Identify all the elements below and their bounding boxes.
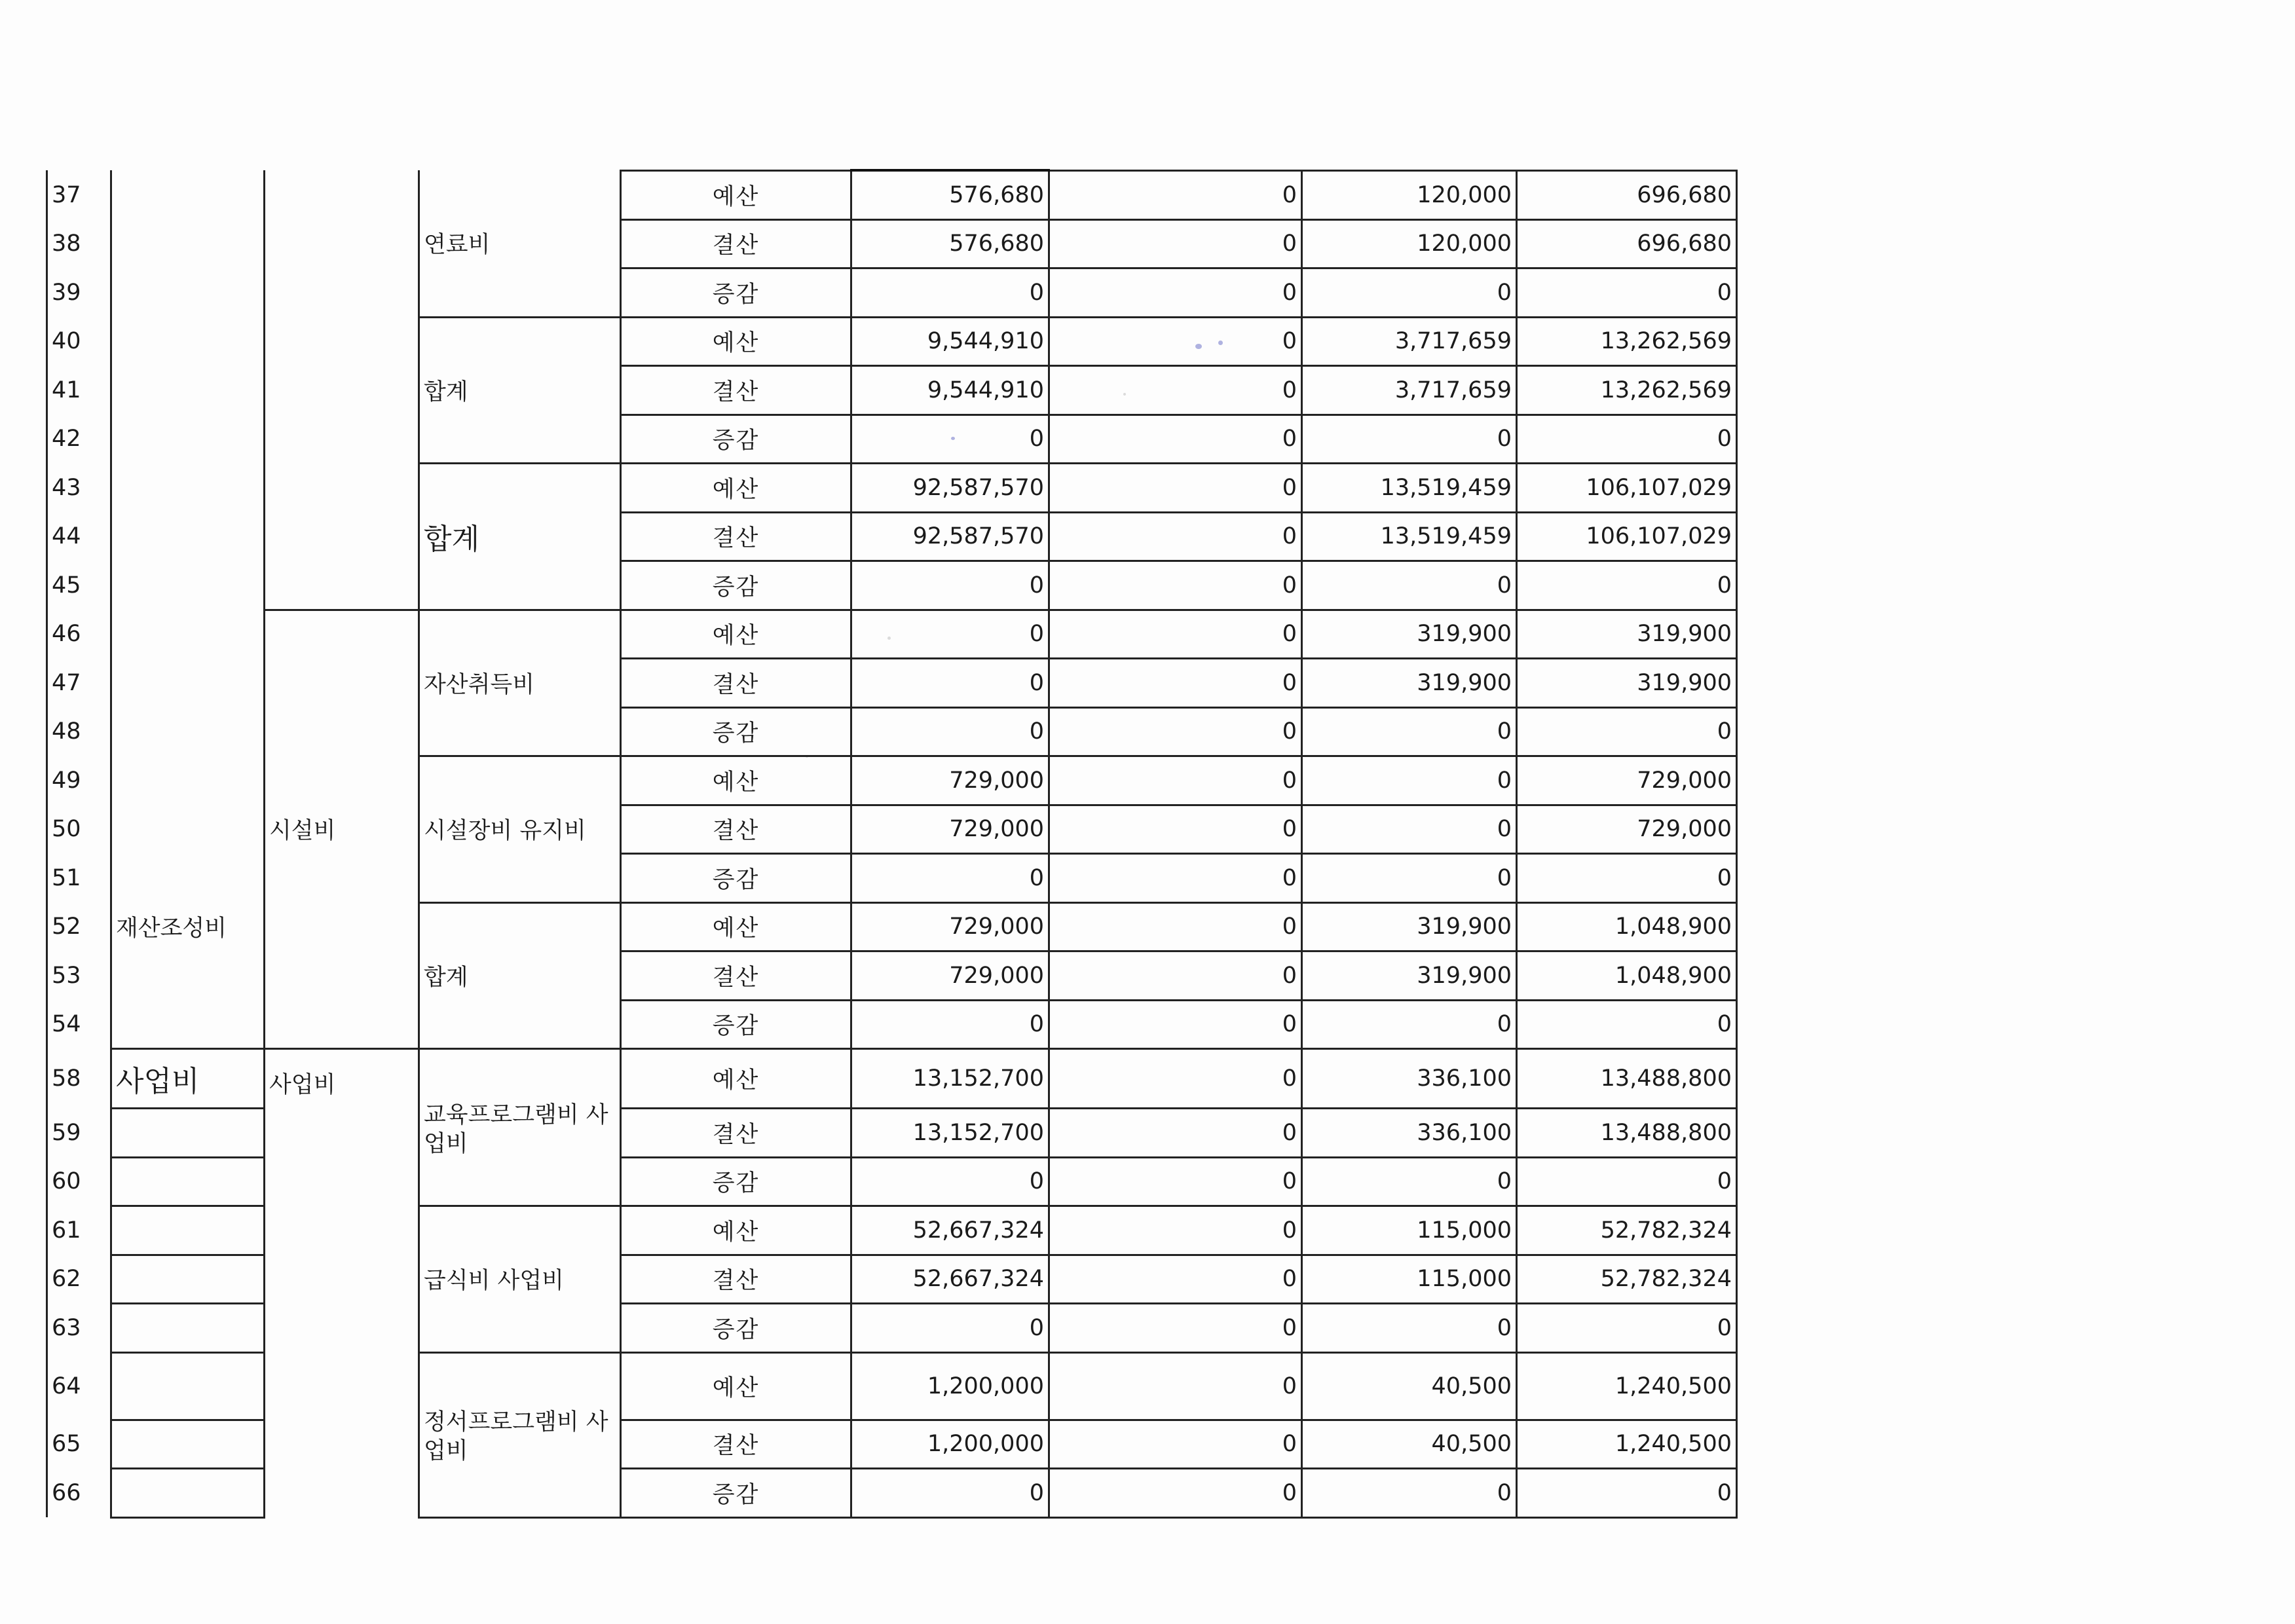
value-cell: 0 <box>1049 1206 1302 1255</box>
value-cell: 0 <box>1049 1352 1302 1420</box>
value-cell: 0 <box>1049 170 1302 219</box>
value-cell: 0 <box>1049 268 1302 318</box>
row-number: 66 <box>47 1469 111 1518</box>
row-number: 43 <box>47 464 111 513</box>
value-cell: 0 <box>851 1304 1049 1353</box>
value-cell: 0 <box>1049 659 1302 708</box>
value-cell: 0 <box>1302 1469 1517 1518</box>
row-number: 47 <box>47 659 111 708</box>
row-number: 39 <box>47 268 111 318</box>
value-cell: 0 <box>1302 1000 1517 1049</box>
value-cell: 120,000 <box>1302 170 1517 219</box>
value-cell: 729,000 <box>1517 805 1737 854</box>
row-type: 증감 <box>621 1000 851 1049</box>
row-type: 결산 <box>621 659 851 708</box>
row-number: 62 <box>47 1255 111 1304</box>
value-cell: 1,048,900 <box>1517 951 1737 1001</box>
value-cell: 0 <box>1302 415 1517 464</box>
value-cell: 696,680 <box>1517 170 1737 219</box>
value-cell: 0 <box>1517 1469 1737 1518</box>
row-number: 64 <box>47 1352 111 1420</box>
value-cell: 576,680 <box>851 219 1049 268</box>
value-cell: 0 <box>1302 854 1517 903</box>
row-type: 결산 <box>621 366 851 415</box>
value-cell: 729,000 <box>851 951 1049 1001</box>
value-cell: 115,000 <box>1302 1206 1517 1255</box>
row-type: 증감 <box>621 415 851 464</box>
value-cell: 9,544,910 <box>851 317 1049 366</box>
value-cell: 0 <box>1517 1304 1737 1353</box>
table-row <box>47 1049 1737 1109</box>
row-number: 60 <box>47 1157 111 1206</box>
value-cell: 13,488,800 <box>1517 1109 1737 1158</box>
row-number: 48 <box>47 707 111 756</box>
value-cell: 13,262,569 <box>1517 366 1737 415</box>
value-cell: 0 <box>851 854 1049 903</box>
category-level1-cell <box>111 1304 265 1353</box>
value-cell: 0 <box>1049 805 1302 854</box>
category-level3-cell: 시설장비 유지비 <box>419 756 621 903</box>
row-type: 증감 <box>621 707 851 756</box>
row-type: 결산 <box>621 805 851 854</box>
category-level2-cell: 시설비 <box>265 610 419 1049</box>
row-number: 41 <box>47 366 111 415</box>
row-type: 예산 <box>621 1352 851 1420</box>
category-level3-cell: 연료비 <box>419 170 621 317</box>
value-cell: 319,900 <box>1517 659 1737 708</box>
category-level3-cell: 합계 <box>419 902 621 1049</box>
row-number: 58 <box>47 1049 111 1109</box>
value-cell: 40,500 <box>1302 1352 1517 1420</box>
value-cell: 0 <box>1049 1157 1302 1206</box>
value-cell: 52,782,324 <box>1517 1255 1737 1304</box>
category-level1-cell <box>111 1352 265 1420</box>
row-number: 38 <box>47 219 111 268</box>
value-cell: 0 <box>851 1000 1049 1049</box>
value-cell: 13,519,459 <box>1302 512 1517 561</box>
value-cell: 729,000 <box>851 902 1049 951</box>
category-level3-cell: 합계 <box>419 317 621 464</box>
value-cell: 40,500 <box>1302 1420 1517 1469</box>
value-cell: 336,100 <box>1302 1049 1517 1109</box>
category-level3-cell: 급식비 사업비 <box>419 1206 621 1353</box>
value-cell: 0 <box>1517 561 1737 610</box>
value-cell: 319,900 <box>1302 659 1517 708</box>
value-cell: 0 <box>1302 756 1517 805</box>
value-cell: 0 <box>1517 268 1737 318</box>
row-number: 44 <box>47 512 111 561</box>
category-level1-cell <box>111 170 265 902</box>
row-number: 50 <box>47 805 111 854</box>
budget-table <box>46 169 1738 1519</box>
category-level1-cell <box>111 1469 265 1518</box>
value-cell: 0 <box>1049 512 1302 561</box>
category-level2-cell <box>265 170 419 610</box>
value-cell: 0 <box>851 561 1049 610</box>
value-cell: 319,900 <box>1517 610 1737 659</box>
value-cell: 120,000 <box>1302 219 1517 268</box>
value-cell: 0 <box>1517 854 1737 903</box>
value-cell: 696,680 <box>1517 219 1737 268</box>
row-number: 63 <box>47 1304 111 1353</box>
value-cell: 0 <box>851 415 1049 464</box>
value-cell: 0 <box>1049 219 1302 268</box>
value-cell: 0 <box>1517 415 1737 464</box>
value-cell: 729,000 <box>851 756 1049 805</box>
category-level1-cell: 사업비 <box>111 1049 265 1109</box>
value-cell: 1,240,500 <box>1517 1420 1737 1469</box>
value-cell: 576,680 <box>851 170 1049 219</box>
value-cell: 336,100 <box>1302 1109 1517 1158</box>
value-cell: 3,717,659 <box>1302 366 1517 415</box>
value-cell: 0 <box>1049 902 1302 951</box>
row-number: 52 <box>47 902 111 951</box>
value-cell: 52,667,324 <box>851 1255 1049 1304</box>
value-cell: 0 <box>1049 854 1302 903</box>
category-level3-cell: 정서프로그램비 사업비 <box>419 1352 621 1517</box>
category-level3-cell: 교육프로그램비 사업비 <box>419 1049 621 1206</box>
value-cell: 0 <box>1049 610 1302 659</box>
row-number: 49 <box>47 756 111 805</box>
category-level1-cell <box>111 1157 265 1206</box>
value-cell: 0 <box>851 659 1049 708</box>
row-number: 45 <box>47 561 111 610</box>
value-cell: 729,000 <box>1517 756 1737 805</box>
row-type: 예산 <box>621 610 851 659</box>
value-cell: 52,667,324 <box>851 1206 1049 1255</box>
category-level1-cell <box>111 1255 265 1304</box>
row-number: 40 <box>47 317 111 366</box>
category-level3-cell: 자산취득비 <box>419 610 621 756</box>
row-type: 결산 <box>621 1109 851 1158</box>
value-cell: 92,587,570 <box>851 512 1049 561</box>
value-cell: 0 <box>1049 1000 1302 1049</box>
value-cell: 0 <box>851 1157 1049 1206</box>
row-number: 37 <box>47 170 111 219</box>
row-type: 증감 <box>621 1469 851 1518</box>
value-cell: 0 <box>1049 464 1302 513</box>
row-type: 결산 <box>621 512 851 561</box>
value-cell: 115,000 <box>1302 1255 1517 1304</box>
row-type: 결산 <box>621 1255 851 1304</box>
value-cell: 729,000 <box>851 805 1049 854</box>
table-row <box>47 610 1737 659</box>
value-cell: 1,240,500 <box>1517 1352 1737 1420</box>
value-cell: 13,519,459 <box>1302 464 1517 513</box>
value-cell: 0 <box>1302 1304 1517 1353</box>
value-cell: 106,107,029 <box>1517 464 1737 513</box>
value-cell: 0 <box>1049 317 1302 366</box>
value-cell: 0 <box>1517 1000 1737 1049</box>
row-type: 증감 <box>621 1304 851 1353</box>
value-cell: 0 <box>1049 1469 1302 1518</box>
row-number: 51 <box>47 854 111 903</box>
value-cell: 0 <box>1049 1255 1302 1304</box>
value-cell: 13,488,800 <box>1517 1049 1737 1109</box>
value-cell: 106,107,029 <box>1517 512 1737 561</box>
category-level1-cell <box>111 1109 265 1158</box>
category-level1-cell: 재산조성비 <box>111 902 265 951</box>
value-cell: 319,900 <box>1302 951 1517 1001</box>
value-cell: 0 <box>1302 805 1517 854</box>
row-type: 예산 <box>621 1206 851 1255</box>
row-number: 53 <box>47 951 111 1001</box>
row-type: 결산 <box>621 1420 851 1469</box>
value-cell: 0 <box>1049 756 1302 805</box>
value-cell: 319,900 <box>1302 902 1517 951</box>
value-cell: 0 <box>1517 1157 1737 1206</box>
value-cell: 0 <box>1517 707 1737 756</box>
row-number: 46 <box>47 610 111 659</box>
row-type: 예산 <box>621 756 851 805</box>
value-cell: 0 <box>1049 1304 1302 1353</box>
value-cell: 1,200,000 <box>851 1420 1049 1469</box>
value-cell: 0 <box>851 1469 1049 1518</box>
value-cell: 1,048,900 <box>1517 902 1737 951</box>
value-cell: 13,152,700 <box>851 1109 1049 1158</box>
category-level1-cell <box>111 1420 265 1469</box>
value-cell: 0 <box>1049 1420 1302 1469</box>
row-type: 증감 <box>621 561 851 610</box>
row-type: 증감 <box>621 854 851 903</box>
row-type: 예산 <box>621 170 851 219</box>
value-cell: 0 <box>1049 561 1302 610</box>
value-cell: 9,544,910 <box>851 366 1049 415</box>
value-cell: 0 <box>851 268 1049 318</box>
value-cell: 13,152,700 <box>851 1049 1049 1109</box>
row-number: 54 <box>47 1000 111 1049</box>
category-level1-cell <box>111 951 265 1049</box>
value-cell: 0 <box>1049 415 1302 464</box>
row-type: 예산 <box>621 317 851 366</box>
value-cell: 0 <box>851 610 1049 659</box>
value-cell: 0 <box>1302 707 1517 756</box>
value-cell: 3,717,659 <box>1302 317 1517 366</box>
value-cell: 0 <box>1049 1109 1302 1158</box>
row-type: 예산 <box>621 902 851 951</box>
table-row <box>47 170 1737 219</box>
value-cell: 52,782,324 <box>1517 1206 1737 1255</box>
value-cell: 0 <box>1302 1157 1517 1206</box>
value-cell: 0 <box>1302 268 1517 318</box>
value-cell: 0 <box>851 707 1049 756</box>
row-type: 결산 <box>621 951 851 1001</box>
row-number: 61 <box>47 1206 111 1255</box>
value-cell: 0 <box>1049 707 1302 756</box>
row-type: 결산 <box>621 219 851 268</box>
value-cell: 13,262,569 <box>1517 317 1737 366</box>
value-cell: 0 <box>1049 1049 1302 1109</box>
category-level2-cell: 사업비 <box>265 1049 419 1518</box>
row-type: 증감 <box>621 1157 851 1206</box>
row-number: 42 <box>47 415 111 464</box>
value-cell: 0 <box>1049 951 1302 1001</box>
category-level3-cell: 합계 <box>419 464 621 610</box>
row-number: 59 <box>47 1109 111 1158</box>
category-level1-cell <box>111 1206 265 1255</box>
value-cell: 0 <box>1049 366 1302 415</box>
row-type: 예산 <box>621 1049 851 1109</box>
value-cell: 319,900 <box>1302 610 1517 659</box>
row-type: 예산 <box>621 464 851 513</box>
value-cell: 1,200,000 <box>851 1352 1049 1420</box>
row-type: 증감 <box>621 268 851 318</box>
value-cell: 92,587,570 <box>851 464 1049 513</box>
row-number: 65 <box>47 1420 111 1469</box>
value-cell: 0 <box>1302 561 1517 610</box>
